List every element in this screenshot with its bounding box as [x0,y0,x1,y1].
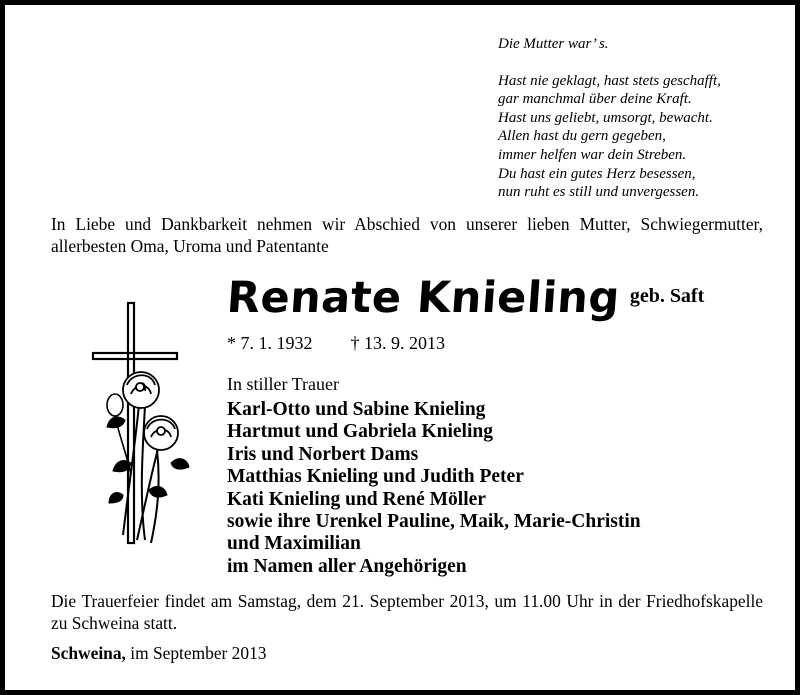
deceased-name: Renate Knieling [225,273,622,323]
poem-line: immer helfen war dein Streben. [498,146,687,163]
mourner-line: Kati Knieling und René Möller [227,488,486,510]
mourner-line: und Maximilian [227,533,361,555]
mourning-label: In stiller Trauer [227,374,339,394]
mourners-list [227,399,747,578]
poem [498,35,788,202]
place-and-date [51,643,266,664]
poem-line: Du hast ein gutes Herz besessen, [498,165,696,182]
poem-line: gar manchmal über deine Kraft. [498,91,692,108]
maiden-name: geb. Saft [629,285,705,307]
poem-line: Hast nie geklagt, hast stets geschafft, [498,72,721,89]
mourner-line: Hartmut und Gabriela Knieling [227,421,493,443]
funeral-service-text: Die Trauerfeier findet am Samstag, dem 21. September 2013, um 11.00 Uhr in der Friedhofskapelle zu Schweina statt. [51,591,763,633]
intro-text: In Liebe und Dankbarkeit nehmen wir Abschied von unserer lieben Mutter, Schwiegermutter, allerbesten Oma, Uroma und Patentante [51,214,763,256]
life-dates [227,333,445,354]
mourner-line: im Namen aller Angehörigen [227,555,467,577]
poem-line: nun ruht es still und unvergessen. [498,184,700,201]
notice-date: im September 2013 [130,643,267,663]
mourner-line: Karl-Otto und Sabine Knieling [227,399,486,420]
poem-title: Die Mutter war’ s. [498,36,609,52]
poem-line: Allen hast du gern gegeben, [498,128,666,145]
birth-date: * 7. 1. 1932 [227,333,313,353]
town-name: Schweina, [51,643,126,663]
mourner-line: Matthias Knieling und Judith Peter [227,466,524,488]
cross-with-roses-icon [79,295,199,555]
poem-line: Hast uns geliebt, umsorgt, bewacht. [498,109,713,126]
death-date: † 13. 9. 2013 [350,333,445,353]
mourner-line: sowie ihre Urenkel Pauline, Maik, Marie-Christin [227,511,641,533]
deceased-name-line [227,273,704,323]
mourner-line: Iris und Norbert Dams [227,443,419,465]
